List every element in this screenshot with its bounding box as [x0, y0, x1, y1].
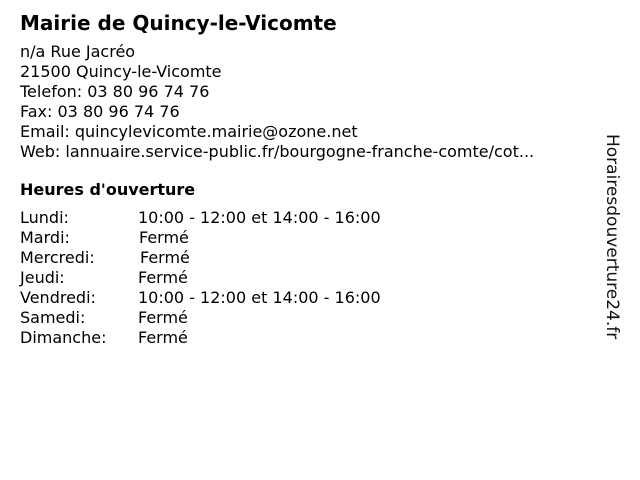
time-value: 10:00 - 12:00 et 14:00 - 16:00 — [138, 208, 381, 227]
day-label: Mardi: — [20, 228, 70, 247]
hours-row-lundi — [20, 208, 600, 228]
hours-row-samedi — [20, 308, 600, 328]
hours-row-jeudi — [20, 268, 600, 288]
page-title: Mairie de Quincy-le-Vicomte — [20, 11, 337, 35]
address-line-1: n/a Rue Jacréo — [20, 42, 136, 61]
phone-value[interactable]: 03 80 96 74 76 — [87, 82, 210, 101]
time-value: Fermé — [138, 328, 188, 347]
hours-row-vendredi — [20, 288, 600, 308]
time-value: Fermé — [138, 308, 188, 327]
time-value: Fermé — [139, 228, 189, 247]
day-label: Jeudi: — [20, 268, 65, 287]
site-watermark: Horairesdouverture24.fr — [602, 134, 622, 340]
fax-label: Fax: — [20, 102, 53, 121]
address-line-2: 21500 Quincy-le-Vicomte — [20, 62, 222, 81]
web-label: Web: — [20, 142, 61, 161]
day-label: Lundi: — [20, 208, 69, 227]
day-label: Samedi: — [20, 308, 86, 327]
day-label: Vendredi: — [20, 288, 96, 307]
hours-row-mercredi — [20, 248, 600, 268]
email-label: Email: — [20, 122, 70, 141]
email-line — [20, 122, 600, 142]
fax-value: 03 80 96 74 76 — [57, 102, 180, 121]
phone-line — [20, 82, 600, 102]
fax-line — [20, 102, 600, 122]
phone-label: Telefon: — [20, 82, 83, 101]
day-label: Mercredi: — [20, 248, 95, 267]
time-value: 10:00 - 12:00 et 14:00 - 16:00 — [138, 288, 381, 307]
time-value: Fermé — [140, 248, 190, 267]
hours-title: Heures d'ouverture — [20, 180, 196, 199]
email-link[interactable]: quincylevicomte.mairie@ozone.net — [74, 122, 358, 141]
day-label: Dimanche: — [20, 328, 107, 347]
web-link[interactable]: lannuaire.service-public.fr/bourgogne-franche-comte/cot... — [65, 142, 535, 161]
web-line — [20, 142, 600, 162]
hours-row-mardi — [20, 228, 600, 248]
info-card — [20, 10, 600, 348]
time-value: Fermé — [138, 268, 188, 287]
hours-row-dimanche — [20, 328, 600, 348]
